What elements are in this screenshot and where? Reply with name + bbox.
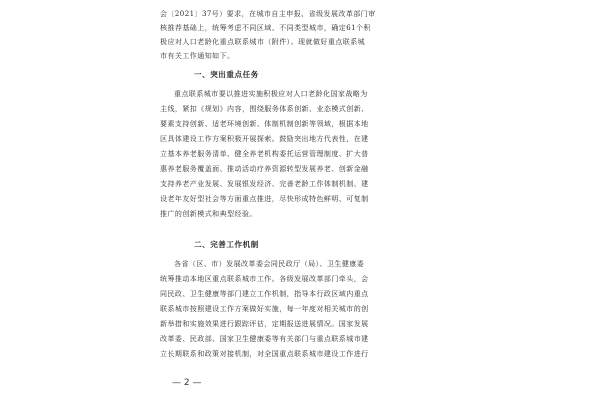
body-text-line: 支持养老产业发展、发展银发经济、完善老龄工作体制机制、建 — [160, 180, 369, 188]
section-heading: 一、突出重点任务 — [194, 70, 259, 79]
body-text-line: 联系城市按照建设工作方案做好实施，每一年度对相关城市的创 — [160, 305, 369, 313]
body-text-line: 核推荐基础上，统筹考虑不同区域、不同类型城市，确定61个积 — [160, 24, 371, 32]
body-text-line: 立基本养老服务清单、健全养老机构委托运营管理制度、扩大普 — [160, 150, 369, 158]
body-text-line: 惠养老服务覆盖面、推动活动疗养资源转型发展养老、创新金融 — [160, 165, 369, 173]
body-text-line: 主线，紧扣《规划》内容，围绕服务体系创新、业态模式创新、 — [160, 105, 369, 113]
body-text-line: 同民政、卫生健康等部门建立工作机制，指导本行政区域内重点 — [160, 290, 369, 298]
page-number: — 2 — — [172, 378, 202, 388]
body-text-line: 统筹推动本地区重点联系城市工作。各级发展改革部门牵头，会 — [160, 275, 369, 283]
body-text-line: 立长期联系和政策对接机制，对全国重点联系城市建设工作进行 — [160, 350, 369, 358]
body-text-line: 推广的创新模式和典型经验。 — [160, 210, 257, 218]
body-text-line: 改革委、民政部、国家卫生健康委等有关部门与重点联系城市建 — [160, 335, 369, 343]
section-heading: 二、完善工作机制 — [194, 240, 259, 249]
body-text-line: 会〔2021〕37号）要求，在城市自主申报、省级发展改革部门审 — [160, 10, 376, 18]
document-page — [160, 0, 430, 400]
body-text-line: 重点联系城市要以推进实施积极应对人口老龄化国家战略为 — [174, 90, 368, 98]
body-text-line: 要素支持创新、适老环境创新、体制机制创新等领域，根据本地 — [160, 120, 369, 128]
body-text-line: 市有关工作通知如下。 — [160, 52, 235, 60]
body-text-line: 极应对人口老龄化重点联系城市（附件）。现就做好重点联系城 — [160, 38, 366, 46]
body-text-line: 设老年友好型社会等方面重点推进，尽快形成特色鲜明、可复制 — [160, 195, 369, 203]
body-text-line: 各省（区、市）发展改革委会同民政厅（局）、卫生健康委 — [174, 260, 365, 268]
body-text-line: 区具体建设工作方案积极开展探索。鼓励突出地方代表性，在建 — [160, 135, 369, 143]
body-text-line: 新举措和实施效果进行跟踪评估，定期报送进展情况。国家发展 — [160, 320, 369, 328]
